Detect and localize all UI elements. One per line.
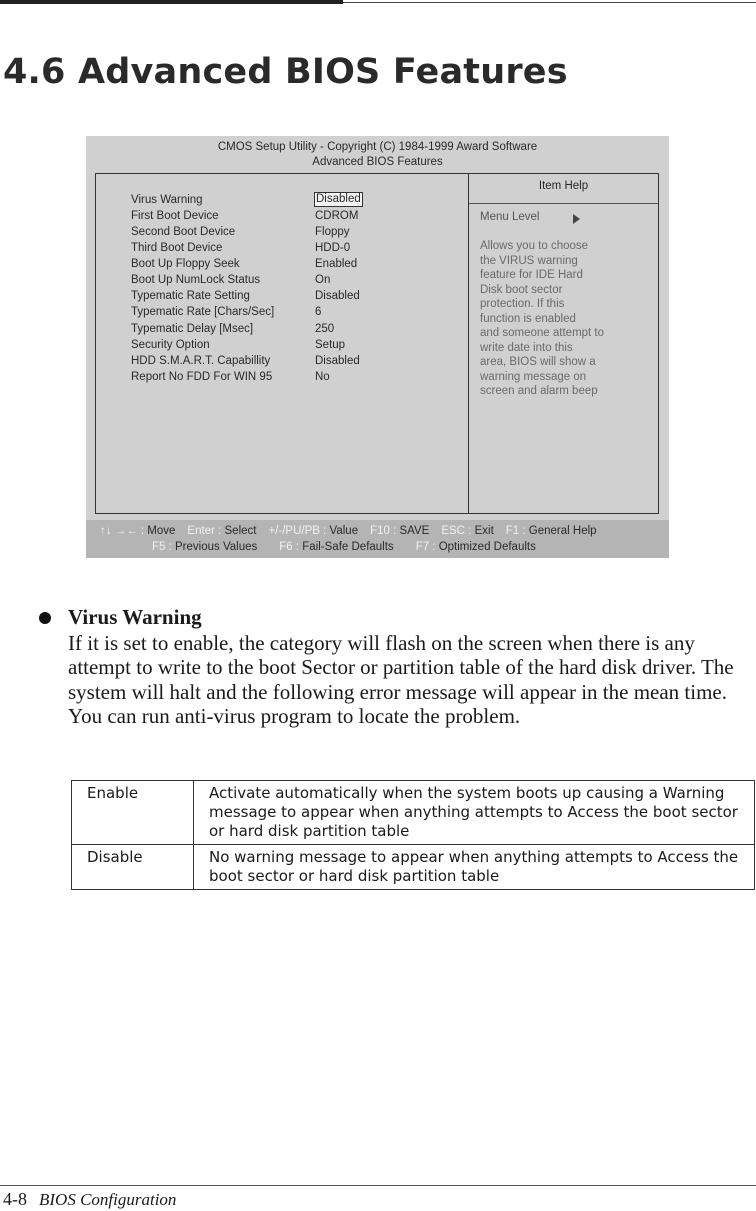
bios-header-menu-title: Advanced BIOS Features [312,156,443,168]
setting-label-boot-up-numlock-status[interactable]: Boot Up NumLock Status [131,274,261,286]
header-rule-thick [0,0,343,4]
f6-label: Fail-Safe Defaults [302,541,394,553]
setting-value-security-option[interactable]: Setup [315,339,346,351]
key-legend-line-1: ↑↓ →← : Move Enter : Select +/-/PU/PB : Value F10 : SAVE ESC : Exit F1 : General Help [100,525,597,537]
arrow-keys-icon: ↑↓ →← [100,525,138,537]
help-divider [469,203,658,204]
option-name: Disable [72,845,194,890]
bios-key-legend [86,520,669,558]
setting-label-second-boot-device[interactable]: Second Boot Device [131,226,236,238]
setting-label-virus-warning[interactable]: Virus Warning [131,194,203,206]
help-line: feature for IDE Hard [480,269,583,281]
setting-label-report-no-fdd[interactable]: Report No FDD For WIN 95 [131,371,273,383]
help-line: and someone attempt to [480,327,605,339]
f10-key: F10 [370,525,390,537]
item-description-note: You can run anti-virus program to locate the problem. [68,704,521,729]
setting-value-first-boot-device[interactable]: CDROM [315,210,359,222]
option-description: Activate automatically when the system boots up causing a Warning message to appear when anything attempts to Access the boot sector or hard disk partition table [194,781,755,845]
bullet-icon [39,612,51,624]
panel-divider [468,174,469,513]
table-row [72,845,755,890]
help-line: area, BIOS will show a [480,356,596,368]
menu-level-arrow-icon [573,214,580,224]
option-name: Enable [72,781,194,845]
item-description-paragraph: If it is set to enable, the category will flash on the screen when there is any attempt to write to the boot Sector or partition table of the hard disk driver. The system will halt and the following error message will appear in the mean time. [68,631,734,704]
setting-value-typematic-delay[interactable]: 250 [315,323,335,335]
enter-key: Enter [187,525,215,537]
setting-value-hdd-smart-capability[interactable]: Disabled [315,355,360,367]
header-rule-thin [343,2,756,3]
item-heading: Virus Warning [68,605,202,629]
f5-label: Previous Values [175,541,258,553]
setting-label-hdd-smart-capability[interactable]: HDD S.M.A.R.T. Capabillity [131,355,271,367]
item-help-text [480,239,655,399]
setting-label-third-boot-device[interactable]: Third Boot Device [131,242,223,254]
help-line: the VIRUS warning [480,254,578,267]
setting-value-typematic-rate-setting[interactable]: Disabled [315,290,360,302]
setting-value-second-boot-device[interactable]: Floppy [315,226,350,238]
setting-label-typematic-rate[interactable]: Typematic Rate [Chars/Sec] [131,306,275,318]
key-legend-line-2: F5 : Previous Values F6 : Fail-Safe Defaults F7 : Optimized Defaults [152,541,536,553]
esc-label: Exit [474,525,494,537]
move-label: Move [147,525,176,537]
setting-value-third-boot-device[interactable]: HDD-0 [315,242,351,254]
help-line: write date into this [480,341,573,354]
esc-key: ESC [441,525,465,537]
setting-value-report-no-fdd[interactable]: No [315,371,330,383]
setting-label-first-boot-device[interactable]: First Boot Device [131,210,219,222]
bios-header [86,140,669,170]
setting-label-typematic-delay[interactable]: Typematic Delay [Msec] [131,323,254,335]
f10-label: SAVE [399,525,430,537]
chapter-title: BIOS Configuration [39,1190,177,1209]
f6-key: F6 [279,541,293,553]
help-line: protection. If this [480,298,565,310]
setting-label-typematic-rate-setting[interactable]: Typematic Rate Setting [131,290,250,302]
enter-label: Select [224,525,257,537]
setting-value-boot-up-numlock-status[interactable]: On [315,274,331,286]
page-footer [3,1189,176,1210]
value-label: Value [329,525,359,537]
f1-key: F1 [505,525,520,537]
section-title: 4.6 Advanced BIOS Features [3,52,568,92]
setting-value-virus-warning[interactable]: Disabled [316,193,361,205]
f7-label: Optimized Defaults [438,541,536,553]
f5-key: F5 [152,541,166,553]
f7-key: F7 [415,541,430,553]
item-help-title: Item Help [538,180,589,192]
bios-main-panel [95,173,659,514]
help-line: function is enabled [480,312,576,325]
footer-rule [0,1185,756,1186]
page-number: 4-8 [3,1189,27,1209]
setting-value-boot-up-floppy-seek[interactable]: Enabled [315,258,358,270]
bios-header-copyright: CMOS Setup Utility - Copyright (C) 1984-1999 Award Software [217,141,538,153]
help-line: screen and alarm beep [480,385,598,397]
table-row [72,781,755,845]
option-description: No warning message to appear when anything attempts to Access the boot sector or hard disk partition table [194,845,755,890]
bios-screenshot [86,136,669,558]
options-table [71,780,755,890]
setting-label-security-option[interactable]: Security Option [131,339,210,351]
f1-label: General Help [528,525,597,537]
item-description [68,631,740,729]
setting-value-typematic-rate[interactable]: 6 [315,306,322,318]
value-keys: +/-/PU/PB [268,525,320,537]
menu-level-label: Menu Level [480,211,540,223]
setting-label-boot-up-floppy-seek[interactable]: Boot Up Floppy Seek [131,258,240,270]
help-line: Allows you to choose [480,240,589,252]
help-line: Disk boot sector [480,283,563,296]
help-line: warning message on [480,370,587,383]
